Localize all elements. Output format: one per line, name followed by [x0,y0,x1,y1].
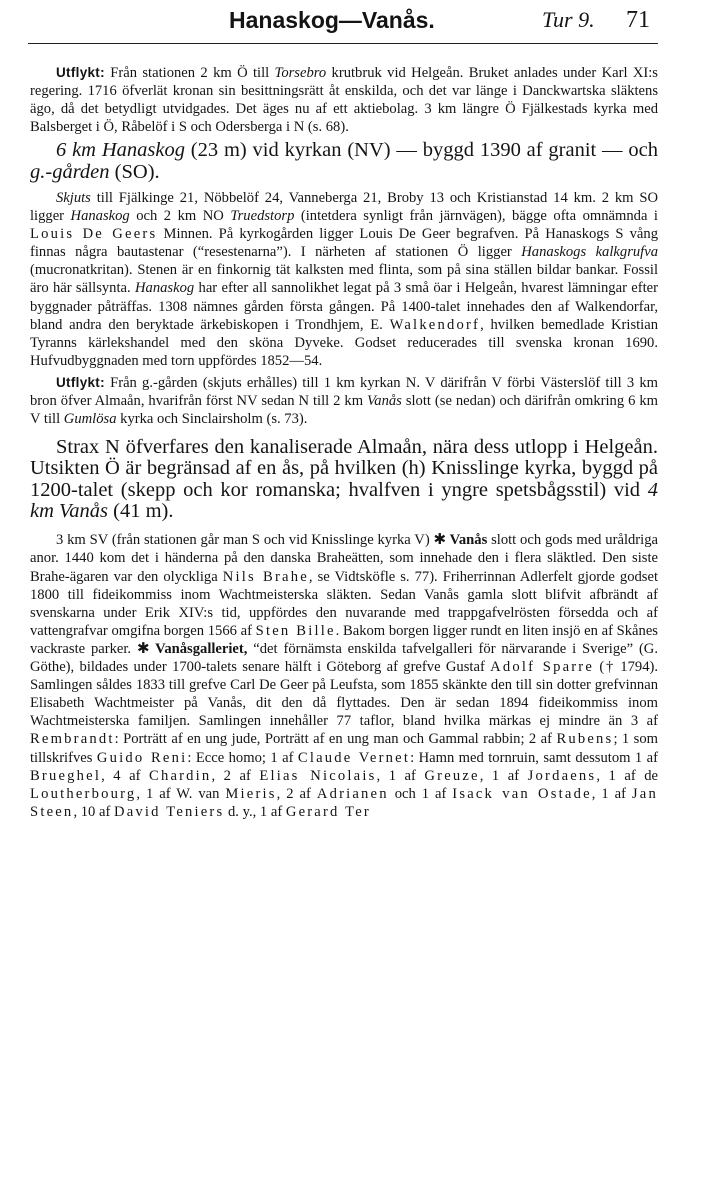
excursion-label: Utflykt: [56,374,105,390]
asterisk-icon: ✱ [433,532,447,549]
route-almaan: Strax N öfverfares den kanaliserade Almaån, nära dess utlopp i Helgeån. Utsikten Ö är begränsad af en ås, på hvilken (h) Knisslinge kyrka, byggd på 1200-talet (skepp och kor romanska; hvalfven i yngre spetsbågsstil) vid 4 km Vanås (41 m). [30,436,658,523]
station-name: 6 km Hanaskog [56,139,185,162]
header-tour: Tur 9. [542,7,595,32]
header-rule [28,43,658,44]
asterisk-icon: ✱ [136,640,150,657]
excursion-torsebro: Utflykt: Från stationen 2 km Ö till Torsebro krutbruk vid Helgeån. Bruket anlades under Karl XI:s regering. 1716 öfverlät kronan sin besittningsrätt åt enskilda, och det var länge i Danckwartska släktens ägo, då det betydligt utvidgades. Det äges nu af ett aktiebolag. 3 km längre Ö Fjälkestads kyrka med Balsberget i Ö, Råbelöf i S och Odersberga i N (s. 68). [30,65,658,136]
station-hanaskog: 6 km Hanaskog (23 m) vid kyrkan (NV) — byggd 1390 af granit — och g.-gården (SO). [30,139,658,183]
hanaskog-description: Skjuts till Fjälkinge 21, Nöbbelöf 24, Vanneberga 21, Broby 13 och Kristianstad 14 km. 2 km SO ligger Hanaskog och 2 km NO Truedstorp (intetdera synligt från järnvägen), bägge ofta omnämnda i Louis De Geers Minnen. På kyrkogården ligger Louis De Geer begrafven. På Hanaskogs S vång finnas några bautastenar (“resestenarna”). I närheten af stationen Ö ligger Hanaskogs kalkgrufva (mucronatkritan). Stenen är en finkornig tät kalksten med flinta, som på sina ställen bildar bankar. Fossil äro här sällsynta. Hanaskog har efter all sannolikhet legat på 3 små öar i Helgeån, hvarest lämningar efter byggnader påträffas. 1308 nämnes gården första gången. På 1400-talet innehades den af Walkendorfar, bland andra den beryktade ärkebiskopen i Trondhjem, E. Walkendorf, hvilken bemedlade Kristian Tyranns kärlekshandel med den sköna Dyveke. Godset reducerades till svenska kronan 1690. Hufvudbyggnaden med torn uppfördes 1852—54. [30,189,659,369]
header-title: Hanaskog—Vanås. [229,7,435,33]
excursion-label: Utflykt: [56,65,105,80]
vanas-description: 3 km SV (från stationen går man S och vid Knisslinge kyrka V) ✱ Vanås slott och gods med uråldriga anor. 1440 kom det i händerna på den danska Braheätten, som innehade den i flera släktled. Den siste Brahe-ägaren var den olyckliga Nils Brahe, se Vidtsköfle s. 77). Friherrinnan Adlerfelt gjorde godset 1800 till fideikommiss inom Wachtmeisterska släkten. Sedan Vanås gamla slott blifvit afbrändt af svenskarna under Erik XIV:s tid, uppfördes den nuvarande med trappgafvelrösten försedda och af vattengrafvar omgifna borgen 1566 af Sten Bille. Bakom borgen ligger rundt en liten insjö en af Skånes vackraste parker. ✱ Vanåsgalleriet, “det förnämsta enskilda tafvelgalleri för närvarande i Sverige” (G. Göthe), bildades under 1700-talets senare hälft i Göteborg af grefve Gustaf Adolf Sparre († 1794). Samlingen såldes 1833 till grefve Carl De Geer på Leufsta, som 1855 skänkte den till sin dotter grefvinnan Elisabeth Wachtmeister på Vanås, dit den då flyttades. Den är sedan 1894 fideikommiss inom Wachtmeisterska familjen. Samlingen innehåller 77 taflor, bland hvilka märkas ej mindre än 3 af Rembrandt: Porträtt af en ung jude, Porträtt af en ung man och Gammal rabbin; 2 af Rubens; 1 som tillskrifves Guido Reni: Ecce homo; 1 af Claude Vernet: Hamn med tornruin, samt dessutom 1 af Brueghel, 4 af Chardin, 2 af Elias Nicolais, 1 af Greuze, 1 af Jordaens, 1 af de Loutherbourg, 1 af W. van Mieris, 2 af Adrianen och 1 af Isack van Ostade, 1 af Jan Steen, 10 af David Teniers d. y., 1 af Gerard Ter [30,532,658,820]
page-body [30,64,658,821]
running-header [0,5,703,39]
excursion-vanas: Utflykt: Från g.-gården (skjuts erhålles) till 1 km kyrkan N. V därifrån V förbi Västerslöf till 3 km bron öfver Almaån, hvarifrån först NV sedan N till 2 km Vanås slott (se nedan) och därifrån omkring 6 km V till Gumlösa kyrka och Sinclairsholm (s. 73). [30,374,658,428]
page-number: 71 [626,7,650,33]
